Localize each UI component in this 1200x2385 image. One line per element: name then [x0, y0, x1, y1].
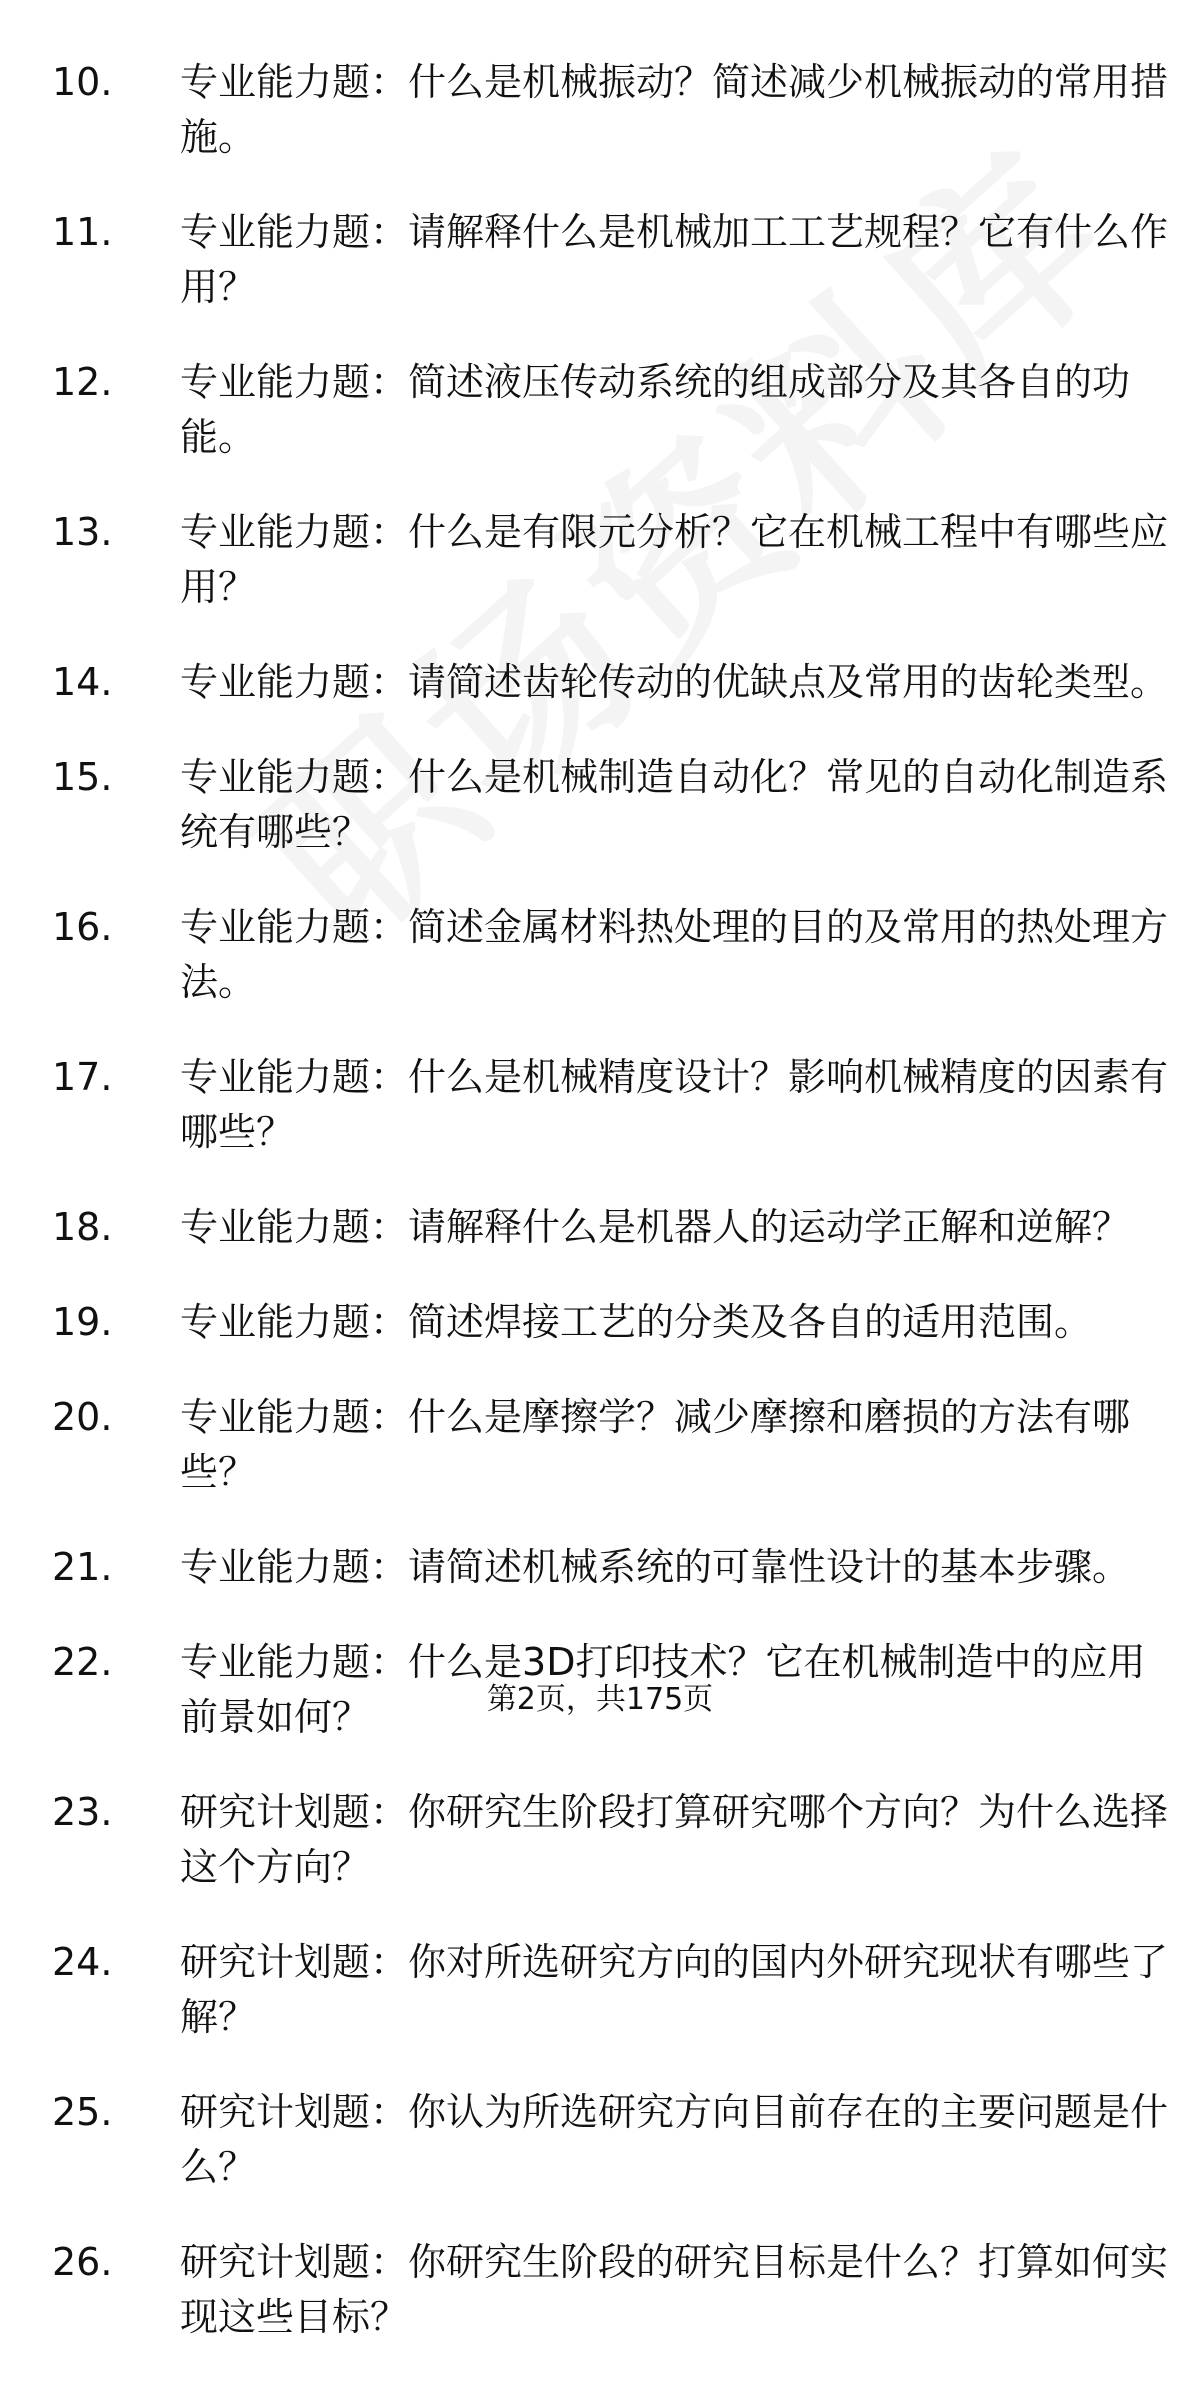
question-body	[180, 1050, 1180, 1160]
question-separator: ：	[370, 360, 409, 404]
question-separator: ：	[370, 510, 409, 554]
question-body	[180, 750, 1180, 860]
question-item	[0, 205, 1200, 315]
question-number: 15.	[52, 755, 113, 799]
question-body	[180, 1295, 1180, 1350]
question-number: 18.	[52, 1205, 113, 1249]
question-number: 10.	[52, 60, 113, 104]
question-body	[180, 1390, 1180, 1500]
question-number: 19.	[52, 1300, 113, 1344]
question-number: 11.	[52, 210, 113, 254]
question-item	[0, 55, 1200, 165]
question-category: 专业能力题	[180, 1545, 371, 1589]
question-text: 你认为所选研究方向目前存在的主要问题是什么？	[180, 2090, 1169, 2189]
question-separator: ：	[370, 1940, 409, 1984]
question-text: 什么是摩擦学？减少摩擦和磨损的方法有哪些？	[180, 1395, 1131, 1494]
question-text: 什么是机械振动？简述减少机械振动的常用措施。	[180, 60, 1169, 159]
question-item	[0, 2235, 1200, 2345]
question-body	[180, 2085, 1180, 2195]
question-list	[0, 55, 1200, 2385]
question-item	[0, 1540, 1200, 1595]
question-item	[0, 1935, 1200, 2045]
question-category: 专业能力题	[180, 60, 371, 104]
question-text: 请解释什么是机械加工工艺规程？它有什么作用？	[180, 210, 1169, 309]
question-category: 专业能力题	[180, 755, 371, 799]
question-category: 专业能力题	[180, 905, 371, 949]
question-item	[0, 1050, 1200, 1160]
question-number: 12.	[52, 360, 113, 404]
question-separator: ：	[370, 60, 409, 104]
question-item	[0, 1785, 1200, 1895]
question-separator: ：	[370, 1395, 409, 1439]
question-item	[0, 1390, 1200, 1500]
question-separator: ：	[370, 1300, 409, 1344]
question-separator: ：	[370, 660, 409, 704]
question-body	[180, 1785, 1180, 1895]
question-text: 你研究生阶段打算研究哪个方向？为什么选择这个方向？	[180, 1790, 1169, 1889]
question-text: 你对所选研究方向的国内外研究现状有哪些了解？	[180, 1940, 1169, 2039]
question-body	[180, 1540, 1180, 1595]
question-item	[0, 750, 1200, 860]
question-category: 研究计划题	[180, 2240, 371, 2284]
question-separator: ：	[370, 1790, 409, 1834]
question-number: 24.	[52, 1940, 113, 1984]
question-category: 专业能力题	[180, 1055, 371, 1099]
question-number: 17.	[52, 1055, 113, 1099]
question-body	[180, 1200, 1180, 1255]
question-separator: ：	[370, 755, 409, 799]
question-body	[180, 355, 1180, 465]
question-item	[0, 900, 1200, 1010]
question-item	[0, 505, 1200, 615]
question-text: 请解释什么是机器人的运动学正解和逆解？	[408, 1205, 1131, 1249]
question-category: 专业能力题	[180, 1205, 371, 1249]
question-text: 什么是机械制造自动化？常见的自动化制造系统有哪些？	[180, 755, 1169, 854]
question-separator: ：	[370, 2240, 409, 2284]
question-category: 研究计划题	[180, 2090, 371, 2134]
question-text: 什么是3D打印技术？它在机械制造中的应用前景如何？	[180, 1640, 1146, 1739]
question-separator: ：	[370, 2090, 409, 2134]
question-text: 简述焊接工艺的分类及各自的适用范围。	[408, 1300, 1093, 1344]
question-category: 专业能力题	[180, 510, 371, 554]
question-number: 13.	[52, 510, 113, 554]
question-body	[180, 1935, 1180, 2045]
question-item	[0, 655, 1200, 710]
question-number: 14.	[52, 660, 113, 704]
question-category: 研究计划题	[180, 1940, 371, 1984]
question-separator: ：	[370, 1055, 409, 1099]
question-body	[180, 900, 1180, 1010]
question-category: 研究计划题	[180, 1790, 371, 1834]
question-separator: ：	[370, 1205, 409, 1249]
question-category: 专业能力题	[180, 1640, 371, 1684]
question-number: 21.	[52, 1545, 113, 1589]
page-footer: 第2页，共175页	[486, 1682, 714, 1717]
question-text: 请简述机械系统的可靠性设计的基本步骤。	[408, 1545, 1131, 1589]
question-category: 专业能力题	[180, 660, 371, 704]
question-category: 专业能力题	[180, 210, 371, 254]
question-text: 简述液压传动系统的组成部分及其各自的功能。	[180, 360, 1131, 459]
question-body	[180, 55, 1180, 165]
question-number: 26.	[52, 2240, 113, 2284]
question-separator: ：	[370, 1640, 409, 1684]
question-category: 专业能力题	[180, 1300, 371, 1344]
question-text: 你研究生阶段的研究目标是什么？打算如何实现这些目标？	[180, 2240, 1169, 2339]
question-category: 专业能力题	[180, 360, 371, 404]
question-number: 25.	[52, 2090, 113, 2134]
question-item	[0, 1295, 1200, 1350]
question-separator: ：	[370, 905, 409, 949]
question-text: 请简述齿轮传动的优缺点及常用的齿轮类型。	[408, 660, 1169, 704]
question-body	[180, 505, 1180, 615]
question-body	[180, 2235, 1180, 2345]
question-number: 20.	[52, 1395, 113, 1439]
question-number: 22.	[52, 1640, 113, 1684]
question-item	[0, 2085, 1200, 2195]
question-separator: ：	[370, 1545, 409, 1589]
question-text: 简述金属材料热处理的目的及常用的热处理方法。	[180, 905, 1169, 1004]
question-item	[0, 355, 1200, 465]
question-number: 16.	[52, 905, 113, 949]
question-text: 什么是有限元分析？它在机械工程中有哪些应用？	[180, 510, 1169, 609]
question-separator: ：	[370, 210, 409, 254]
question-item	[0, 1200, 1200, 1255]
question-body	[180, 205, 1180, 315]
question-category: 专业能力题	[180, 1395, 371, 1439]
question-number: 23.	[52, 1790, 113, 1834]
question-text: 什么是机械精度设计？影响机械精度的因素有哪些？	[180, 1055, 1169, 1154]
question-body	[180, 655, 1180, 710]
